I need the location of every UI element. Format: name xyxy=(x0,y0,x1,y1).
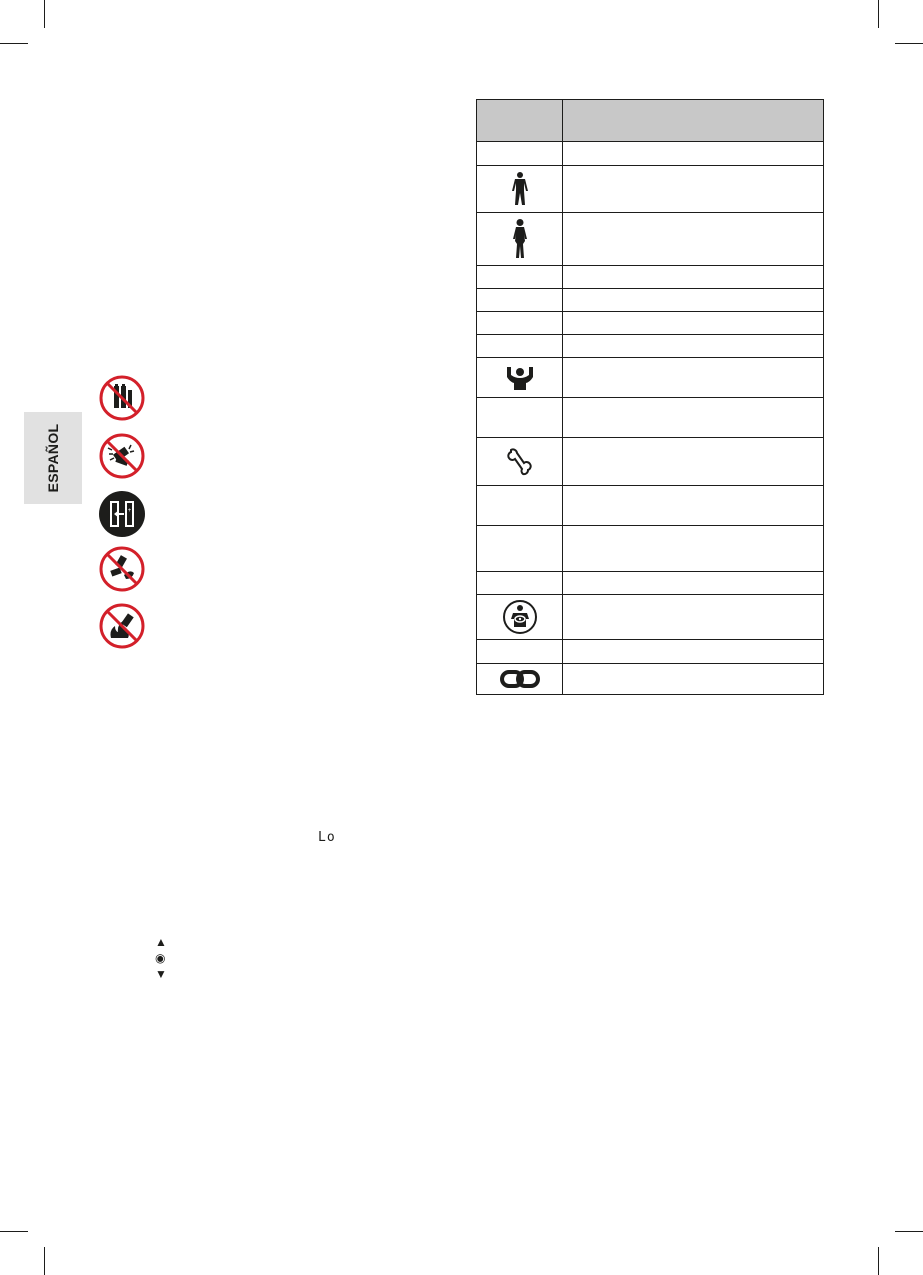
table-row xyxy=(477,358,824,398)
table-row xyxy=(477,572,824,595)
display-lo-text: Lo xyxy=(318,830,336,845)
table-row xyxy=(477,289,824,312)
crop-mark xyxy=(878,0,879,28)
table-row xyxy=(477,266,824,289)
table-row xyxy=(477,438,824,486)
table-row xyxy=(477,664,824,695)
no-battery-fire-icon xyxy=(98,602,146,650)
no-mixing-batteries-icon xyxy=(98,374,146,422)
table-row xyxy=(477,398,824,438)
crop-mark xyxy=(895,1231,923,1232)
table-row xyxy=(477,486,824,526)
crop-mark xyxy=(44,1247,45,1275)
bone-icon xyxy=(477,438,563,486)
no-battery-disposal-icon xyxy=(98,545,146,593)
crop-mark xyxy=(895,43,923,44)
table-row xyxy=(477,312,824,335)
table-header-cell xyxy=(477,100,563,142)
link-icon xyxy=(477,664,563,695)
no-battery-damage-icon xyxy=(98,432,146,480)
muscle-figure-icon xyxy=(477,358,563,398)
female-figure-icon xyxy=(477,213,563,266)
table-row xyxy=(477,595,824,640)
table-row xyxy=(477,142,824,166)
visceral-fat-icon xyxy=(477,595,563,640)
table-header-row xyxy=(477,100,824,142)
table-row xyxy=(477,213,824,266)
language-label: ESPAÑOL xyxy=(45,423,61,493)
crop-mark xyxy=(0,43,28,44)
table-row xyxy=(477,335,824,358)
table-row xyxy=(477,640,824,664)
table-header-cell xyxy=(563,100,824,142)
svg-text:+: + xyxy=(127,508,132,514)
battery-polarity-icon xyxy=(98,490,146,538)
crop-mark xyxy=(0,1231,28,1232)
crop-mark xyxy=(878,1247,879,1275)
crop-mark xyxy=(44,0,45,28)
table-row xyxy=(477,166,824,213)
symbol-table xyxy=(476,99,824,695)
up-button-symbol: ▲ xyxy=(155,935,167,949)
table-row xyxy=(477,526,824,572)
down-button-symbol: ▼ xyxy=(155,967,167,981)
set-button-symbol: ◉ xyxy=(155,951,166,965)
male-figure-icon xyxy=(477,166,563,213)
